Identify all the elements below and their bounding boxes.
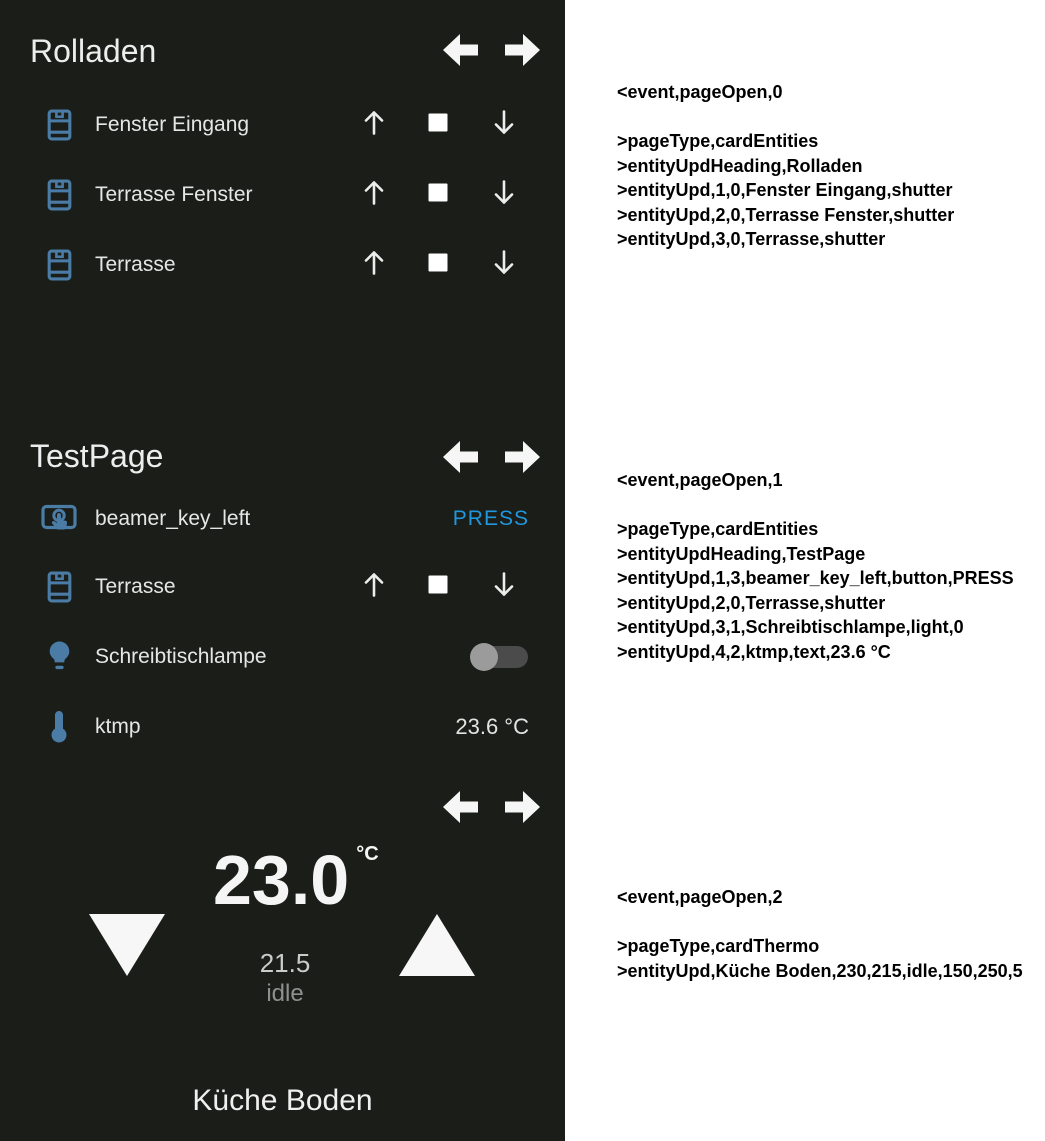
nav-right-icon[interactable]	[505, 33, 541, 67]
log-line: >entityUpd,1,0,Fenster Eingang,shutter	[617, 180, 953, 200]
shutter-stop-button[interactable]	[428, 113, 448, 137]
gesture-tap-button-icon	[41, 503, 77, 536]
nav-left-icon[interactable]	[442, 440, 478, 474]
entity-row	[0, 492, 565, 546]
shutter-up-button[interactable]	[363, 572, 385, 603]
log-line: >pageType,cardEntities	[617, 519, 819, 539]
log-line: >entityUpd,4,2,ktmp,text,23.6 °C	[617, 641, 891, 662]
shutter-down-button[interactable]	[493, 110, 515, 141]
log-line: >entityUpd,3,1,Schreibtischlampe,light,0	[617, 617, 964, 637]
light-toggle-off[interactable]	[470, 643, 528, 671]
serial-log-page1	[617, 468, 1045, 664]
toggle-knob	[470, 643, 498, 671]
shutter-icon	[41, 571, 77, 603]
log-event-line: <event,pageOpen,0	[617, 82, 783, 102]
log-line: >entityUpd,3,0,Terrasse,shutter	[617, 229, 886, 249]
text-entity-value: 23.6 °C	[455, 714, 529, 739]
shutter-up-button[interactable]	[363, 180, 385, 211]
log-gap	[617, 105, 1045, 130]
current-temperature	[213, 841, 379, 933]
log-event-line: <event,pageOpen,2	[617, 887, 783, 907]
log-line: >entityUpd,2,0,Terrasse,shutter	[617, 592, 886, 613]
log-line: >entityUpd,Küche Boden,230,215,idle,150,250,5	[617, 960, 1023, 981]
nav-right-icon[interactable]	[505, 790, 541, 824]
log-gap	[617, 493, 1045, 518]
log-gap	[617, 910, 1045, 935]
card-rolladen	[0, 0, 565, 390]
nav-left-icon[interactable]	[442, 33, 478, 67]
shutter-icon	[41, 109, 77, 141]
serial-log-page2	[617, 885, 1045, 983]
entity-row	[0, 168, 565, 222]
shutter-down-button[interactable]	[493, 572, 515, 603]
shutter-stop-button[interactable]	[428, 253, 448, 277]
temp-decrease-button[interactable]	[87, 912, 167, 983]
hvac-state: idle	[266, 980, 304, 1007]
serial-log-page0	[617, 80, 1045, 252]
lightbulb-icon	[41, 641, 77, 674]
log-line: >entityUpdHeading,TestPage	[617, 543, 866, 564]
page-navigation	[442, 33, 544, 67]
log-line: >entityUpdHeading,Rolladen	[617, 155, 863, 176]
card-thermo	[0, 763, 565, 1141]
log-line: >entityUpd,2,0,Terrasse Fenster,shutter	[617, 204, 955, 225]
entity-label: Schreibtischlampe	[95, 645, 267, 668]
log-line: >entityUpd,1,3,beamer_key_left,button,PRESS	[617, 568, 1014, 588]
shutter-icon	[41, 249, 77, 281]
entity-row	[0, 560, 565, 614]
thermometer-icon	[41, 710, 77, 744]
nav-right-icon[interactable]	[505, 440, 541, 474]
page-navigation	[442, 440, 544, 474]
shutter-up-button[interactable]	[363, 110, 385, 141]
entity-label: ktmp	[95, 715, 141, 738]
entity-row	[0, 238, 565, 292]
entity-label: Terrasse	[95, 575, 176, 598]
card-testpage	[0, 390, 565, 763]
log-line: >pageType,cardThermo	[617, 936, 820, 956]
temp-increase-button[interactable]	[397, 912, 477, 983]
entity-row	[0, 630, 565, 684]
shutter-up-button[interactable]	[363, 250, 385, 281]
entity-label: Terrasse Fenster	[95, 183, 253, 206]
shutter-stop-button[interactable]	[428, 183, 448, 207]
entity-label: Fenster Eingang	[95, 113, 250, 136]
shutter-down-button[interactable]	[493, 180, 515, 211]
press-button[interactable]: PRESS	[452, 507, 529, 530]
shutter-down-button[interactable]	[493, 250, 515, 281]
shutter-icon	[41, 179, 77, 211]
log-event-line: <event,pageOpen,1	[617, 470, 783, 490]
target-temperature: 21.5	[259, 948, 311, 978]
nav-left-icon[interactable]	[442, 790, 478, 824]
page-title: Rolladen	[30, 33, 157, 69]
page-title: TestPage	[30, 438, 164, 474]
entity-label: beamer_key_left	[95, 507, 251, 530]
current-temperature-value: 23.0	[213, 841, 350, 919]
thermostat-entity-name: Küche Boden	[192, 1084, 373, 1117]
entity-label: Terrasse	[95, 253, 176, 276]
temperature-unit: °C	[356, 843, 379, 865]
log-line: >pageType,cardEntities	[617, 131, 819, 151]
entity-row	[0, 98, 565, 152]
page-navigation	[442, 790, 544, 824]
entity-row	[0, 700, 565, 754]
shutter-stop-button[interactable]	[428, 575, 448, 599]
